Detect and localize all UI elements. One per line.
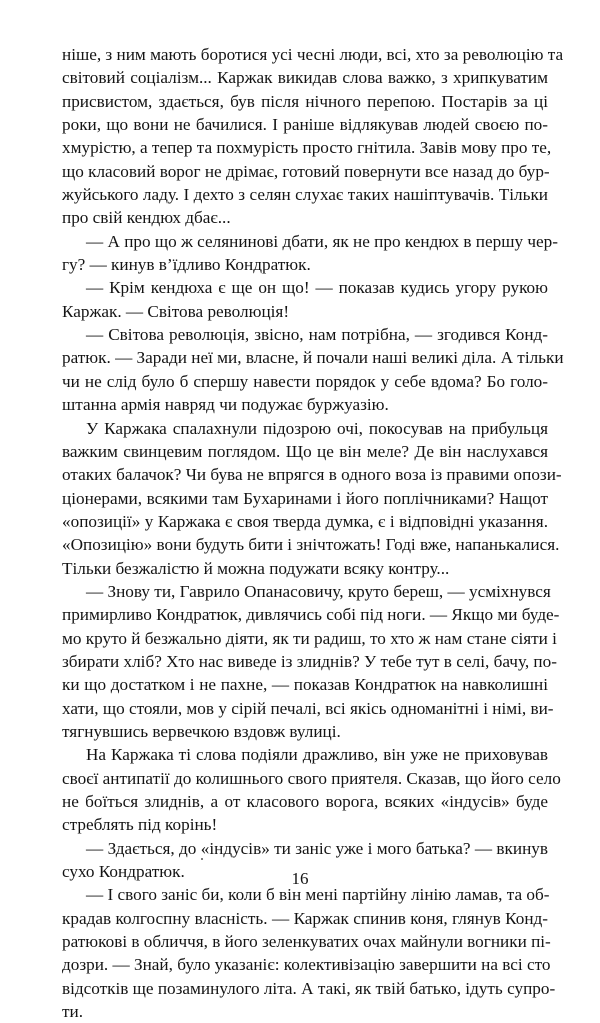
text-line: ратюкові в обличчя, в його зеленкуватих очах майнули вогники пі-	[62, 932, 551, 952]
text-line: ти.	[62, 1002, 84, 1022]
text-line: важким свинцевим поглядом. Що це він меле? Де він наслухався	[62, 441, 548, 461]
text-line: відсотків ще позаминулого літа. А такі, як твій батько, ідуть супро-	[62, 978, 556, 998]
text-line: — І свого заніс би, коли б він мені партійну лінію ламав, та об-	[86, 885, 550, 905]
print-speck	[201, 858, 203, 860]
text-line: сухо Кондратюк.	[62, 862, 185, 882]
text-line: «Опозицію» вони будуть бити і знічтожать! Годі вже, напанькалися.	[62, 535, 560, 555]
text-line: отаких балачок? Чи бува не впрягся в одного воза із правими опози-	[62, 465, 562, 485]
text-line: гу? — кинув в’їдливо Кондратюк.	[62, 255, 311, 275]
text-line: крадав колгоспну власність. — Каржак спинив коня, глянув Конд-	[62, 908, 548, 928]
text-line: На Каржака ті слова подіяли дражливо, він уже не приховував	[86, 745, 548, 765]
text-line: — Світова революція, звісно, нам потрібна, — згодився Конд-	[86, 325, 548, 345]
text-line: не боїться злиднів, а от класового ворога, всяких «індусів» буде	[62, 792, 548, 811]
text-line: ки що достатком і не пахне, — показав Кондратюк на навколишні	[62, 675, 548, 695]
text-line: — Здається, до «індусів» ти заніс уже і мого батька? — вкинув	[86, 838, 548, 858]
text-line: «опозиції» у Каржака є своя тверда думка, є і відповідні указання.	[62, 511, 548, 531]
text-line: збирати хліб? Хто нас виведе із злиднів? У тебе тут в селі, бачу, по-	[62, 651, 557, 671]
text-line: — Знову ти, Гаврило Опанасовичу, круто береш, — усміхнувся	[86, 581, 551, 601]
text-line: мо круто й безжально діяти, як ти радиш, то хто ж нам стане сіяти і	[62, 628, 557, 648]
text-line: У Каржака спалахнули підозрою очі, покосував на прибульця	[86, 418, 548, 438]
text-line: Тільки безжалістю й можна подужати всяку контру...	[62, 558, 450, 578]
text-line: хати, що стояли, мов у сірій печалі, всі якісь одноманітні і німі, ви-	[62, 698, 554, 718]
page-number: 16	[291, 869, 309, 888]
text-line: ратюк. — Заради неї ми, власне, й почали наші великі діла. А тільки	[62, 348, 564, 368]
text-line: тягнувшись вервечкою вздовж вулиці.	[62, 721, 341, 741]
text-line: — А про що ж селянинові дбати, як не про кендюх в першу чер-	[86, 231, 558, 251]
text-line: що класовий ворог не дрімає, готовий повернути все назад до бур-	[62, 161, 550, 181]
text-line: стреблять під корінь!	[62, 815, 218, 835]
text-line: світовий соціалізм... Каржак викидав слова важко, з хрипкуватим	[62, 68, 548, 88]
text-line: про свій кендюх дбає...	[62, 208, 231, 228]
text-line: жуйського ладу. І дехто з селян слухає таких нашіптувачів. Тільки	[62, 185, 548, 205]
text-line: роки, що вони не бачилися. І раніше відлякував людей своєю по-	[62, 115, 548, 135]
text-line: чи не слід було б спершу навести порядок у себе вдома? Бо голо-	[62, 371, 548, 391]
text-line: дозри. — Знай, було указаніє: колективізацію завершити на всі сто	[62, 955, 551, 975]
text-line: своєї антипатії до колишнього свого приятеля. Сказав, що його село	[62, 768, 561, 788]
text-line: хмурістю, а тепер та похмурість просто гнітила. Завів мову про те,	[62, 138, 552, 158]
text-line: присвистом, здається, був після нічного перепою. Постарів за ці	[62, 91, 548, 111]
text-line: ніше, з ним мають боротися усі чесні люди, всі, хто за революцію та	[62, 45, 564, 64]
text-line: — Крім кендюха є ще он що! — показав кудись угору рукою	[86, 278, 548, 298]
text-line: Каржак. — Світова революція!	[62, 301, 290, 321]
text-line: ціонерами, всякими там Бухаринами і його поплічниками? Нащот	[62, 488, 548, 508]
text-line: примирливо Кондратюк, дивлячись собі під ноги. — Якщо ми буде-	[62, 605, 560, 625]
text-line: штанна армія навряд чи подужає буржуазію.	[62, 395, 389, 415]
